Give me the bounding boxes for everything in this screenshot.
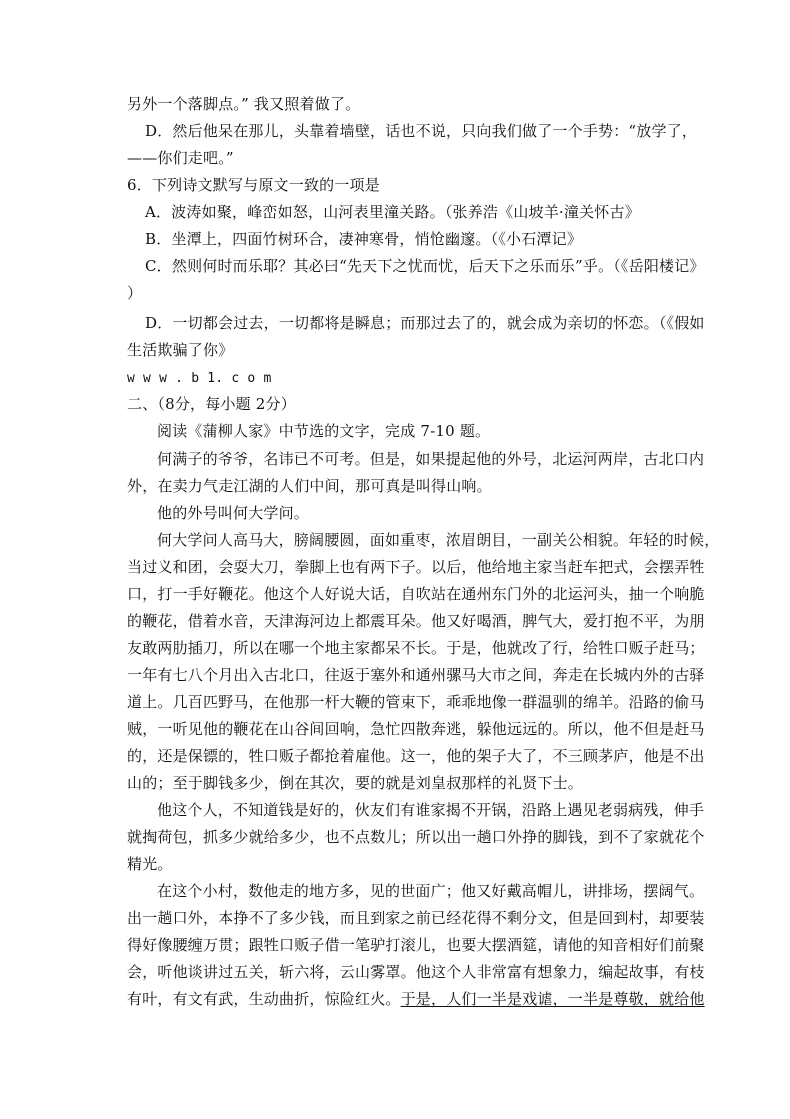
paragraph-text: 有叶，有文有武，生动曲折，惊险红火。 [127,990,401,1008]
paragraph-line: 就掏荷包，抓多少就给多少，也不点数儿；所以出一趟口外挣的脚钱，到不了家就花个 [127,828,705,846]
paragraph-line: 当过义和团，会耍大刀，拳脚上也有两下子。以后，他给地主家当赶车把式，会摆弄牲 [127,558,705,576]
paragraph-line: 精光。 [127,855,173,873]
text-line: 另外一个落脚点。” 我又照着做了。 [127,95,361,113]
option-d-text: D．一切都会过去，一切都将是瞬息；而那过去了的，就会成为亲切的怀恋。（《假如 [145,314,705,332]
paragraph-line: 山的；至于脚钱多少，倒在其次，要的就是刘皇叔那样的礼贤下士。 [127,774,584,792]
paragraph-line: 的，还是保镖的，牲口贩子都抢着雇他。这一，他的架子大了，不三顾茅庐，他是不出 [127,747,705,765]
paragraph-line: 在这个小村，数他走的地方多，见的世面广；他又好戴高帽儿，讲排场，摆阔气。 [157,882,705,900]
paragraph-line: 会，听他谈讲过五关，斩六将，云山雾罩。他这个人非常富有想象力，编起故事，有枝 [127,963,705,981]
paragraph-line: 何大学问人高马大，膀阔腰圆，面如重枣，浓眉朗目，一副关公相貌。年轻的时候， [157,531,720,549]
paragraph-line: 的鞭花，借着水音，天津海河边上都震耳朵。他又好喝酒，脾气大，爱打抱不平，为朋 [127,612,705,630]
paragraph-line [127,989,705,1009]
section-heading: 二、（8分，每小题 2分） [127,395,296,413]
paragraph-line: 得好像腰缠万贯；跟牲口贩子借一笔驴打滚儿，也要大摆酒筵，请他的知音相好们前聚 [127,936,705,954]
paragraph-line: 何满子的爷爷，名讳已不可考。但是，如果提起他的外号，北运河两岸，古北口内 [157,450,705,468]
text-line: 生活欺骗了你》 [127,341,234,359]
paragraph-line: 出一趟口外，本挣不了多少钱，而且到家之前已经花得不剩分文，但是回到村，却要装 [127,909,705,927]
option-d-text: D．然后他呆在那儿，头靠着墙壁，话也不说，只向我们做了一个手势：“放学了， [145,122,698,140]
paragraph-line: 一年有七八个月出入古北口，往返于塞外和通州骡马大市之间，奔走在长城内外的古驿 [127,666,705,684]
paragraph-line: 他的外号叫何大学问。 [157,504,310,522]
text-line: ——你们走吧。” [127,149,234,167]
underlined-text: 于是，人们一半是戏谑，一半是尊敬，就给他 [400,990,705,1008]
paragraph-line: 贼，一听见他的鞭花在山谷间回响，急忙四散奔逃，躲他远远的。所以，他不但是赶马 [127,720,705,738]
option-c-text: C．然则何时而乐耶？其必曰“先天下之忧而忧，后天下之乐而乐”乎。（《岳阳楼记》 [145,257,705,275]
watermark-url: w w w . b 1. c o m [127,371,272,386]
paragraph-line: 外，在卖力气走江湖的人们中间，那可真是叫得山响。 [127,477,492,495]
option-a-text: A．波涛如聚，峰峦如怒，山河表里潼关路。（张养浩《山坡羊·潼关怀古》 [145,203,640,221]
paragraph-line: 友敢两肋插刀，所以在哪一个地主家都呆不长。于是，他就改了行，给牲口贩子赶马； [127,639,705,657]
question-6-title: 6．下列诗文默写与原文一致的一项是 [127,176,380,194]
paragraph-line: 他这个人，不知道钱是好的，伙友们有谁家揭不开锅，沿路上遇见老弱病残，伸手 [157,801,705,819]
option-b-text: B．坐潭上，四面竹树环合，凄神寒骨，悄怆幽邃。（《小石潭记》 [145,230,583,248]
paragraph-line: 口，打一手好鞭花。他这个人好说大话，自吹站在通州东门外的北运河头，抽一个响脆 [127,585,705,603]
paragraph-line: 道上。几百匹野马，在他那一杆大鞭的管束下，乖乖地像一群温驯的绵羊。沿路的偷马 [127,693,705,711]
reading-instruction: 阅读《蒲柳人家》中节选的文字，完成 7-10 题。 [157,422,491,440]
text-line: ） [127,284,143,302]
